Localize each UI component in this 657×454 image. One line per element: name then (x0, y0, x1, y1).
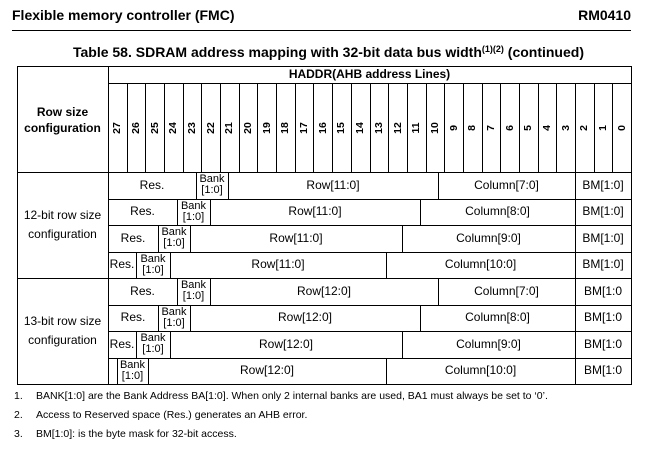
bank-label-part: Bank (180, 279, 207, 292)
group-label-12bit: 12-bit row size configuration (23, 208, 102, 241)
bit-label-20: 20 (242, 121, 255, 134)
bank-label-part: [1:0] (182, 290, 205, 303)
bit-column-rule (575, 83, 576, 172)
bank-cell (177, 199, 210, 226)
bank-cell (117, 358, 148, 385)
bm-cell: BM[1:0 (583, 283, 622, 298)
caption-text: Table 58. SDRAM address mapping with 32-bit data bus width (72, 44, 482, 60)
footnote-3 (14, 428, 548, 447)
bit-label-25: 25 (148, 121, 161, 134)
bm-cell: BM[1:0] (582, 204, 624, 219)
bit-column-rule (538, 83, 539, 172)
bm-cell: BM[1:0 (583, 363, 622, 378)
bit-column-rule (556, 83, 557, 172)
bank-cell (196, 172, 228, 199)
header-divider (12, 30, 631, 31)
row-cell: Row[11:0] (288, 204, 342, 219)
document-id: RM0410 (578, 7, 631, 23)
row-size-header: Row size configuration (24, 105, 101, 135)
bit-label-8: 8 (466, 124, 479, 131)
bit-column-rule (295, 83, 296, 172)
footnotes (14, 390, 548, 447)
bit-column-rule (257, 83, 258, 172)
bit-label-3: 3 (559, 124, 572, 131)
section-title: Flexible memory controller (FMC) (12, 7, 235, 23)
res-cell: Res. (120, 230, 146, 245)
bit-column-rule (426, 83, 427, 172)
bit-column-rule (276, 83, 277, 172)
caption-suffix: (continued) (503, 44, 584, 60)
column-cell: Column[9:0] (456, 230, 521, 245)
bit-label-2: 2 (578, 124, 591, 131)
bit-label-10: 10 (428, 121, 441, 134)
bit-label-21: 21 (223, 121, 236, 134)
bit-column-rule (351, 83, 352, 172)
res-cell: Res. (139, 177, 165, 192)
row-cell: Row[12:0] (296, 283, 352, 298)
bit-column-rule (594, 83, 595, 172)
column-cell: Column[8:0] (465, 204, 530, 219)
footnote-text: BANK[1:0] are the Bank Address BA[1:0]. When only 2 internal banks are used, BA1 must always be set to ‘0’. (36, 390, 548, 402)
bit-label-14: 14 (354, 121, 367, 134)
bit-label-5: 5 (522, 124, 535, 131)
bm-cell: BM[1:0] (582, 257, 624, 272)
bit-label-4: 4 (540, 124, 553, 131)
bank-cell (136, 331, 170, 358)
bit-label-11: 11 (410, 121, 423, 134)
bm-cell: BM[1:0] (582, 177, 624, 192)
bit-column-rule (370, 83, 371, 172)
bit-label-26: 26 (130, 121, 143, 134)
bit-column-rule (500, 83, 501, 172)
footnote-number: 2. (14, 409, 23, 421)
bit-column-rule (239, 83, 240, 172)
column-cell: Column[7:0] (474, 177, 539, 192)
bit-label-15: 15 (335, 121, 348, 134)
bit-label-22: 22 (204, 121, 217, 134)
bank-label-part: [1:0] (163, 316, 185, 329)
bit-label-13: 13 (372, 121, 385, 134)
bit-label-6: 6 (503, 124, 516, 131)
bit-column-rule (482, 83, 483, 172)
row-cell: Row[11:0] (251, 257, 305, 272)
bank-cell (136, 252, 170, 279)
footnote-text: BM[1:0]: is the byte mask for 32-bit access. (36, 428, 237, 440)
group-label-13bit: 13-bit row size configuration (23, 314, 102, 347)
bit-label-7: 7 (484, 124, 497, 131)
bit-label-1: 1 (596, 124, 609, 131)
bm-cell: BM[1:0] (582, 230, 624, 245)
bit-label-16: 16 (316, 121, 329, 134)
column-cell: Column[10:0] (444, 257, 517, 272)
bit-label-19: 19 (260, 121, 273, 134)
column-cell: Column[8:0] (465, 310, 530, 325)
bank-label-part: [1:0] (201, 184, 223, 197)
footnote-1 (14, 390, 548, 409)
column-cell: Column[9:0] (456, 336, 521, 351)
bit-column-rule (145, 83, 146, 172)
row-cell: Row[11:0] (306, 177, 360, 192)
bank-label-part: Bank (199, 173, 225, 186)
bit-label-18: 18 (279, 121, 292, 134)
bank-label-part: Bank (161, 305, 187, 318)
bit-column-rule (127, 83, 128, 172)
footnote-number: 3. (14, 428, 23, 440)
bank-label-part: Bank (161, 226, 187, 239)
bank-label-part: [1:0] (163, 237, 185, 250)
bank-cell (158, 225, 190, 252)
footnote-number: 1. (14, 390, 23, 402)
bit-column-rule (164, 83, 165, 172)
bank-label-part: [1:0] (182, 210, 205, 223)
bank-cell (177, 278, 210, 305)
bm-cell: BM[1:0 (583, 336, 622, 351)
table-bottom-rule (17, 384, 632, 385)
res-cell: Res. (109, 336, 135, 351)
bank-cell (158, 305, 190, 332)
bit-column-rule (444, 83, 445, 172)
table-caption (0, 44, 657, 60)
caption-footnote-refs: (1)(2) (481, 44, 504, 54)
bank-label-part: Bank (140, 332, 166, 345)
bank-label-part: Bank (119, 358, 146, 371)
bm-cell: BM[1:0 (583, 310, 622, 325)
res-cell: Res. (120, 310, 146, 325)
footnote-text: Access to Reserved space (Res.) generates an AHB error. (36, 409, 308, 421)
bit-column-rule (519, 83, 520, 172)
footnote-2 (14, 409, 548, 428)
bit-column-rule (388, 83, 389, 172)
row-cell: Row[12:0] (239, 363, 295, 378)
column-cell: Column[10:0] (444, 363, 517, 378)
bit-column-rule (183, 83, 184, 172)
bit-label-12: 12 (391, 121, 404, 134)
bit-label-9: 9 (447, 124, 460, 131)
haddr-header: HADDR(AHB address Lines) (288, 67, 451, 81)
bit-column-rule (201, 83, 202, 172)
bit-column-rule (313, 83, 314, 172)
bit-column-rule (332, 83, 333, 172)
bank-label-part: [1:0] (142, 343, 164, 356)
bit-label-23: 23 (186, 121, 199, 134)
bit-column-rule (407, 83, 408, 172)
column-cell: Column[7:0] (474, 283, 539, 298)
bank-label-part: [1:0] (142, 263, 164, 276)
res-cell: Res. (130, 283, 155, 298)
res-cell: Res. (130, 204, 155, 219)
row-cell: Row[11:0] (269, 230, 323, 245)
bit-column-rule (463, 83, 464, 172)
bank-label-part: Bank (180, 199, 207, 212)
row-cell: Row[12:0] (258, 336, 314, 351)
bit-label-17: 17 (298, 121, 311, 134)
res-cell: Res. (109, 257, 135, 272)
bit-label-24: 24 (167, 121, 180, 134)
bit-label-27: 27 (111, 121, 124, 134)
bit-column-rule (612, 83, 613, 172)
bank-label-part: [1:0] (121, 369, 144, 382)
row-cell: Row[12:0] (277, 310, 333, 325)
bank-label-part: Bank (140, 252, 166, 265)
bit-column-rule (220, 83, 221, 172)
bit-label-0: 0 (615, 124, 628, 131)
